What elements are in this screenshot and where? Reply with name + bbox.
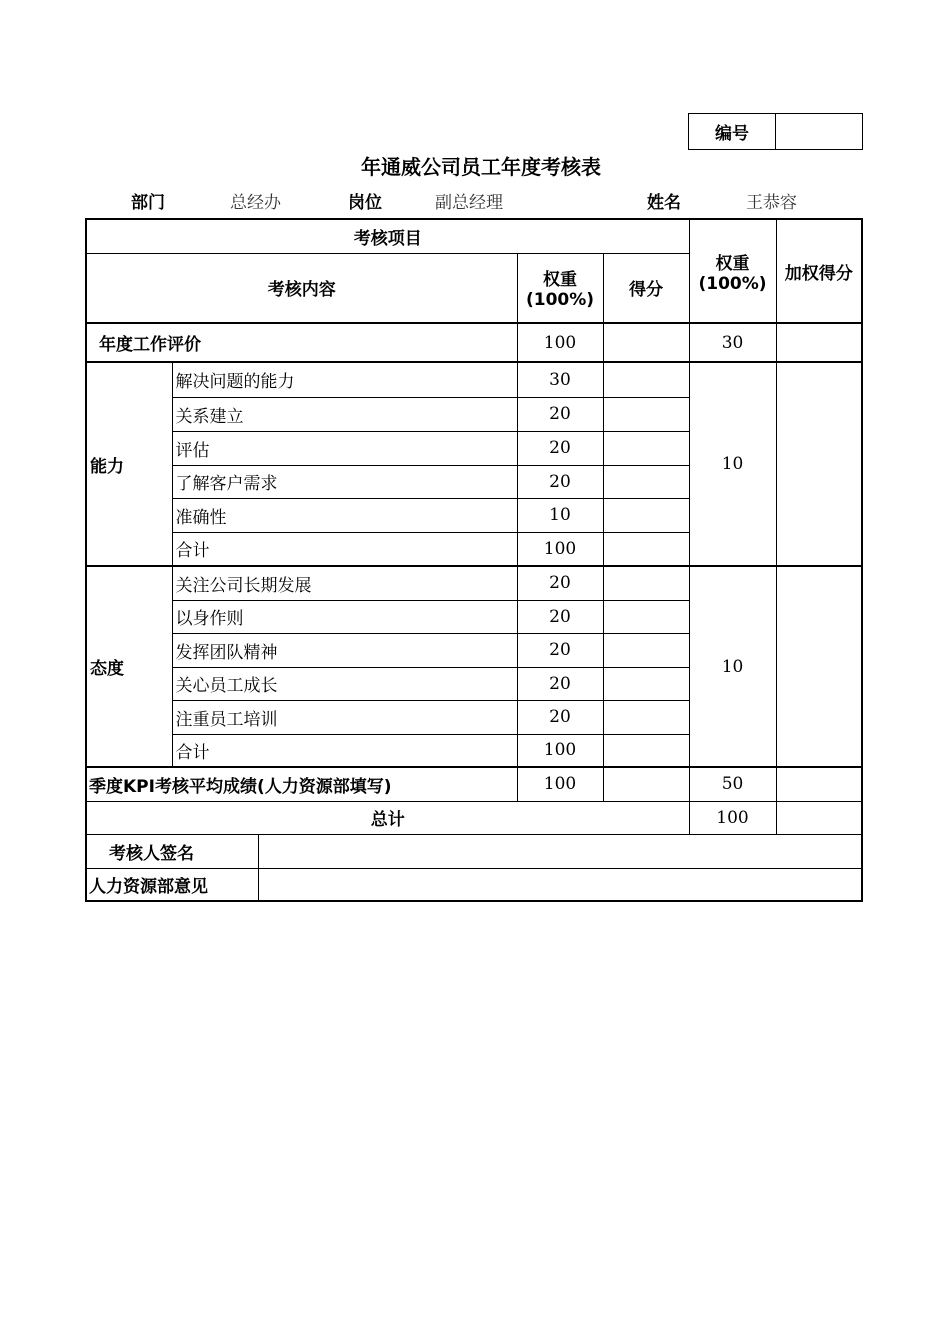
ability-weight: 20 <box>517 431 603 465</box>
ability-total-label: 合计 <box>172 532 517 566</box>
attitude-score[interactable] <box>603 566 689 600</box>
post-label: 岗位 <box>348 193 382 213</box>
ability-item: 评估 <box>172 431 517 465</box>
kpi-weight: 100 <box>517 767 603 801</box>
ability-item: 解决问题的能力 <box>172 362 517 397</box>
ability-score[interactable] <box>603 397 689 431</box>
hr-row <box>86 868 862 901</box>
table-row <box>86 566 862 600</box>
ability-weighted[interactable] <box>776 362 862 566</box>
attitude-total-weight: 100 <box>517 734 603 767</box>
attitude-weight: 20 <box>517 633 603 667</box>
serial-label: 编号 <box>689 114 776 150</box>
header-weight-label: 权重 <box>543 270 577 291</box>
annual-score[interactable] <box>603 323 689 362</box>
annual-weighted[interactable] <box>776 323 862 362</box>
signer-row <box>86 834 862 868</box>
attitude-total-score[interactable] <box>603 734 689 767</box>
signer-field[interactable] <box>258 834 862 868</box>
ability-group-weight: 10 <box>689 362 776 566</box>
serial-number-box <box>688 113 863 150</box>
kpi-weighted[interactable] <box>776 767 862 801</box>
kpi-group-weight: 50 <box>689 767 776 801</box>
total-row <box>86 801 862 834</box>
form-title: 年通威公司员工年度考核表 <box>361 155 601 179</box>
ability-score[interactable] <box>603 465 689 498</box>
ability-item: 关系建立 <box>172 397 517 431</box>
name-label: 姓名 <box>647 193 681 213</box>
ability-score[interactable] <box>603 362 689 397</box>
kpi-score[interactable] <box>603 767 689 801</box>
ability-weight: 10 <box>517 498 603 532</box>
name-value: 王恭容 <box>746 193 797 213</box>
ability-item: 准确性 <box>172 498 517 532</box>
attitude-item: 关注公司长期发展 <box>172 566 517 600</box>
post-value: 副总经理 <box>435 193 503 213</box>
signer-label: 考核人签名 <box>86 834 258 868</box>
attitude-item: 关心员工成长 <box>172 667 517 700</box>
annual-label: 年度工作评价 <box>86 323 517 362</box>
ability-score[interactable] <box>603 431 689 465</box>
annual-weight: 100 <box>517 323 603 362</box>
ability-weight: 30 <box>517 362 603 397</box>
header-weight-pct: (100%) <box>525 290 595 311</box>
ability-weight: 20 <box>517 397 603 431</box>
attitude-item: 注重员工培训 <box>172 700 517 734</box>
kpi-label: 季度KPI考核平均成绩(人力资源部填写) <box>86 767 517 801</box>
attitude-weighted[interactable] <box>776 566 862 767</box>
attitude-score[interactable] <box>603 600 689 633</box>
attitude-score[interactable] <box>603 633 689 667</box>
attitude-label: 态度 <box>86 566 172 767</box>
attitude-total-label: 合计 <box>172 734 517 767</box>
dept-value: 总经办 <box>230 193 281 213</box>
header-score: 得分 <box>603 253 689 323</box>
ability-label: 能力 <box>86 362 172 566</box>
ability-total-score[interactable] <box>603 532 689 566</box>
total-weighted[interactable] <box>776 801 862 834</box>
table-row <box>86 362 862 397</box>
annual-row <box>86 323 862 362</box>
attitude-group-weight: 10 <box>689 566 776 767</box>
attitude-weight: 20 <box>517 566 603 600</box>
attitude-score[interactable] <box>603 667 689 700</box>
header-weight2-label: 权重 <box>715 253 750 274</box>
header-weight <box>517 253 603 323</box>
header-content: 考核内容 <box>86 253 517 323</box>
hr-label: 人力资源部意见 <box>86 868 258 901</box>
assessment-table <box>85 218 863 902</box>
dept-label: 部门 <box>131 193 165 213</box>
annual-group-weight: 30 <box>689 323 776 362</box>
header-items: 考核项目 <box>86 219 689 253</box>
header-weight2-pct: (100%) <box>698 273 767 294</box>
ability-item: 了解客户需求 <box>172 465 517 498</box>
attitude-item: 以身作则 <box>172 600 517 633</box>
kpi-row <box>86 767 862 801</box>
attitude-item: 发挥团队精神 <box>172 633 517 667</box>
serial-value[interactable] <box>776 114 863 150</box>
attitude-weight: 20 <box>517 700 603 734</box>
attitude-weight: 20 <box>517 667 603 700</box>
ability-total-weight: 100 <box>517 532 603 566</box>
ability-weight: 20 <box>517 465 603 498</box>
attitude-weight: 20 <box>517 600 603 633</box>
header-weighted-score: 加权得分 <box>776 219 862 323</box>
ability-score[interactable] <box>603 498 689 532</box>
total-value: 100 <box>689 801 776 834</box>
hr-field[interactable] <box>258 868 862 901</box>
total-label: 总计 <box>86 801 689 834</box>
attitude-score[interactable] <box>603 700 689 734</box>
header-group-weight <box>689 219 776 323</box>
